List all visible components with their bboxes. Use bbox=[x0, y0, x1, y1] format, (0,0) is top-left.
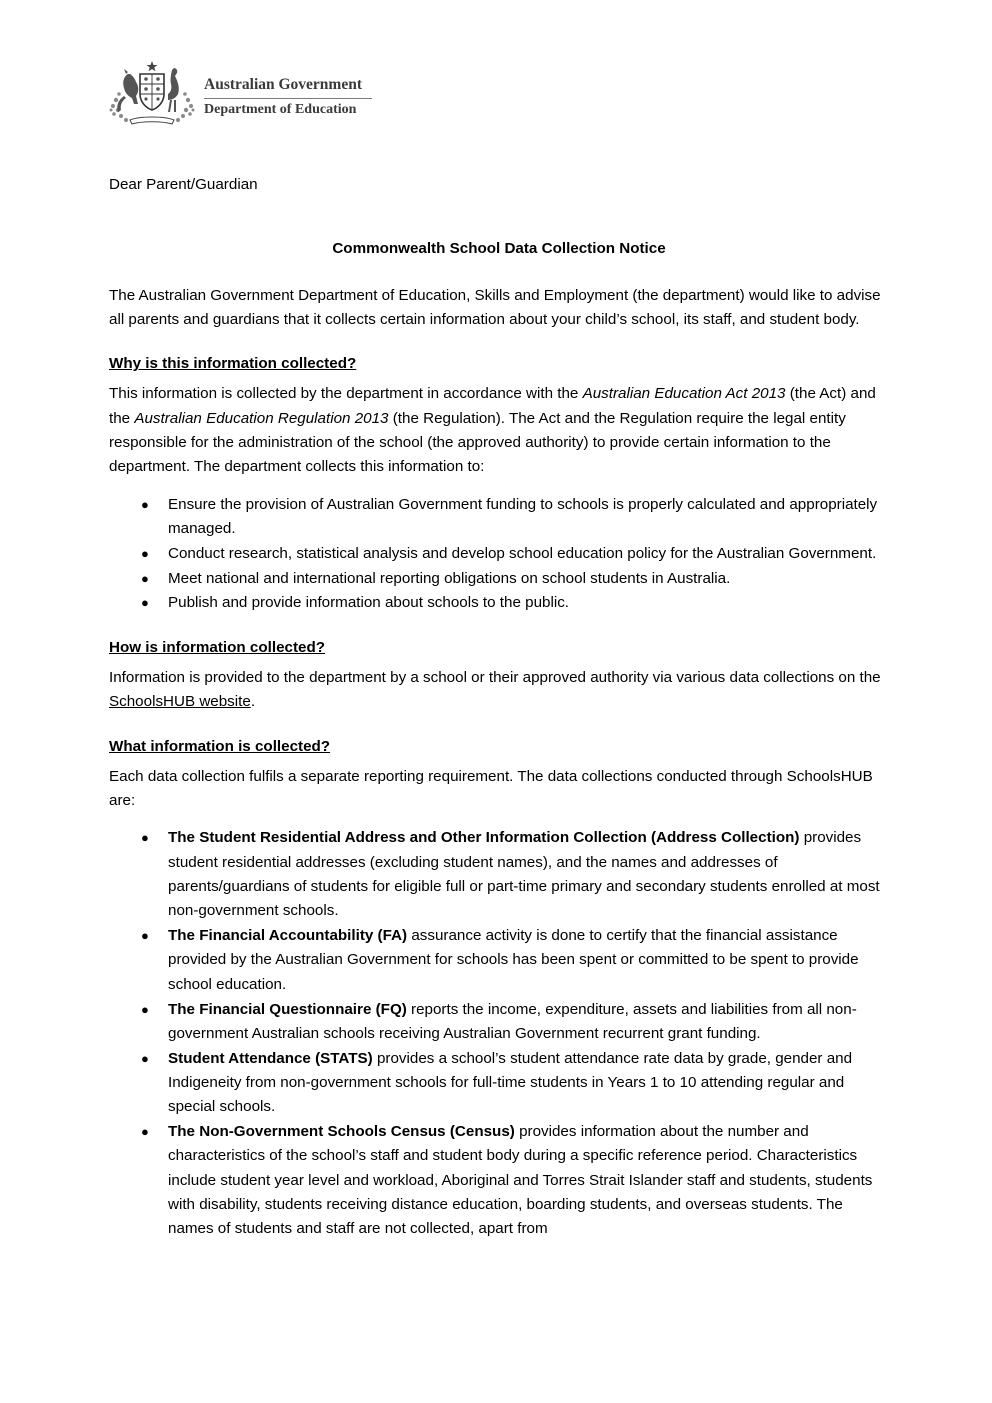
bullet-icon: ● bbox=[141, 595, 149, 611]
list-item bbox=[109, 998, 889, 1047]
why-heading: Why is this information collected? bbox=[109, 355, 357, 373]
collection-description: assurance activity is done to certify that the financial assistance provided by the Australian Government for schools has been spent or committed to be spent to provide school education. bbox=[168, 927, 859, 993]
act-title: Australian Education Act 2013 bbox=[582, 385, 786, 403]
notice-title: Commonwealth School Data Collection Notice bbox=[332, 240, 666, 258]
bullet-icon: ● bbox=[141, 1050, 149, 1066]
collection-description: provides student residential addresses (excluding student names), and the names and addresses of parents/guardians of students for eligible full or part-time primary and secondary students enrolled at most non-government schools. bbox=[168, 829, 880, 920]
collection-name: The Financial Accountability (FA) bbox=[168, 927, 408, 945]
list-item bbox=[109, 542, 889, 566]
collection-name: Student Attendance (STATS) bbox=[168, 1049, 373, 1067]
list-item bbox=[109, 826, 889, 923]
bullet-icon: ● bbox=[141, 496, 149, 512]
bullet-icon: ● bbox=[141, 830, 149, 846]
list-item-text: Publish and provide information about schools to the public. bbox=[168, 594, 570, 612]
collections-list bbox=[109, 826, 889, 1241]
why-text-3: (the Regulation). The Act and the Regulation require the legal entity responsible for the administration of the school (the approved authority) to provide certain information to the department. The department collects this information to: bbox=[109, 409, 846, 476]
bullet-icon: ● bbox=[141, 1124, 149, 1139]
letterhead-divider bbox=[204, 98, 372, 99]
list-item-text: Ensure the provision of Australian Government funding to schools is properly calculated and appropriately managed. bbox=[168, 495, 878, 537]
list-item bbox=[109, 1120, 889, 1241]
why-text-1: This information is collected by the department in accordance with the bbox=[109, 385, 583, 403]
list-item-text: Conduct research, statistical analysis and develop school education policy for the Australian Government. bbox=[168, 544, 877, 562]
bullet-icon: ● bbox=[141, 570, 149, 586]
bullet-icon: ● bbox=[141, 928, 149, 944]
schoolshub-link[interactable]: SchoolsHUB website bbox=[109, 693, 251, 711]
bullet-icon: ● bbox=[141, 1001, 149, 1017]
how-text-1: Information is provided to the department by a school or their approved authority via various data collections on the bbox=[109, 668, 881, 686]
government-name: Australian Government bbox=[204, 76, 363, 93]
how-paragraph bbox=[109, 666, 889, 715]
regulation-title: Australian Education Regulation 2013 bbox=[134, 409, 389, 427]
salutation: Dear Parent/Guardian bbox=[109, 176, 258, 193]
collection-description: provides information about the number and characteristics of the school’s staff and student body during a specific reference period. Characteristics include student year level and workload, Aboriginal and Torres Strait Islander staff and students, students with disability, students receiving distance education, boarding students, and overseas students. The names of students and staff are not collected, apart from bbox=[168, 1123, 873, 1238]
list-item bbox=[109, 493, 889, 542]
list-item bbox=[109, 1047, 889, 1120]
why-paragraph bbox=[109, 382, 889, 479]
list-item bbox=[109, 591, 889, 615]
list-item-text: Meet national and international reporting obligations on school students in Australia. bbox=[168, 569, 731, 587]
letterhead bbox=[108, 60, 388, 126]
commonwealth-coat-of-arms-icon bbox=[108, 60, 196, 126]
department-name: Department of Education bbox=[204, 102, 357, 117]
collection-description: reports the income, expenditure, assets and liabilities from all non-government Australian schools receiving Australian Government recurrent grant funding. bbox=[168, 1000, 857, 1042]
how-heading: How is information collected? bbox=[109, 638, 326, 656]
why-text-2: (the Act) and the bbox=[109, 385, 876, 427]
list-item bbox=[109, 567, 889, 591]
intro-paragraph: The Australian Government Department of Education, Skills and Employment (the department) would like to advise all parents and guardians that it collects certain information about your child’s school, its staff, and student body. bbox=[109, 286, 881, 328]
what-paragraph: Each data collection fulfils a separate reporting requirement. The data collections conducted through SchoolsHUB are: bbox=[109, 767, 873, 810]
collection-name: The Student Residential Address and Other Information Collection (Address Collection) bbox=[168, 829, 800, 847]
collection-name: The Financial Questionnaire (FQ) bbox=[168, 1000, 407, 1018]
letter-body bbox=[109, 173, 889, 1261]
how-text-2: . bbox=[250, 693, 256, 711]
what-heading: What information is collected? bbox=[109, 737, 331, 755]
collection-description: provides a school’s student attendance rate data by grade, gender and Indigeneity from non-government schools for full-time students in Years 1 to 10 attending regular and special schools. bbox=[168, 1049, 853, 1116]
bullet-icon: ● bbox=[141, 545, 149, 561]
list-item bbox=[109, 924, 889, 997]
purpose-list bbox=[109, 493, 889, 616]
collection-name: The Non-Government Schools Census (Census) bbox=[168, 1123, 515, 1140]
